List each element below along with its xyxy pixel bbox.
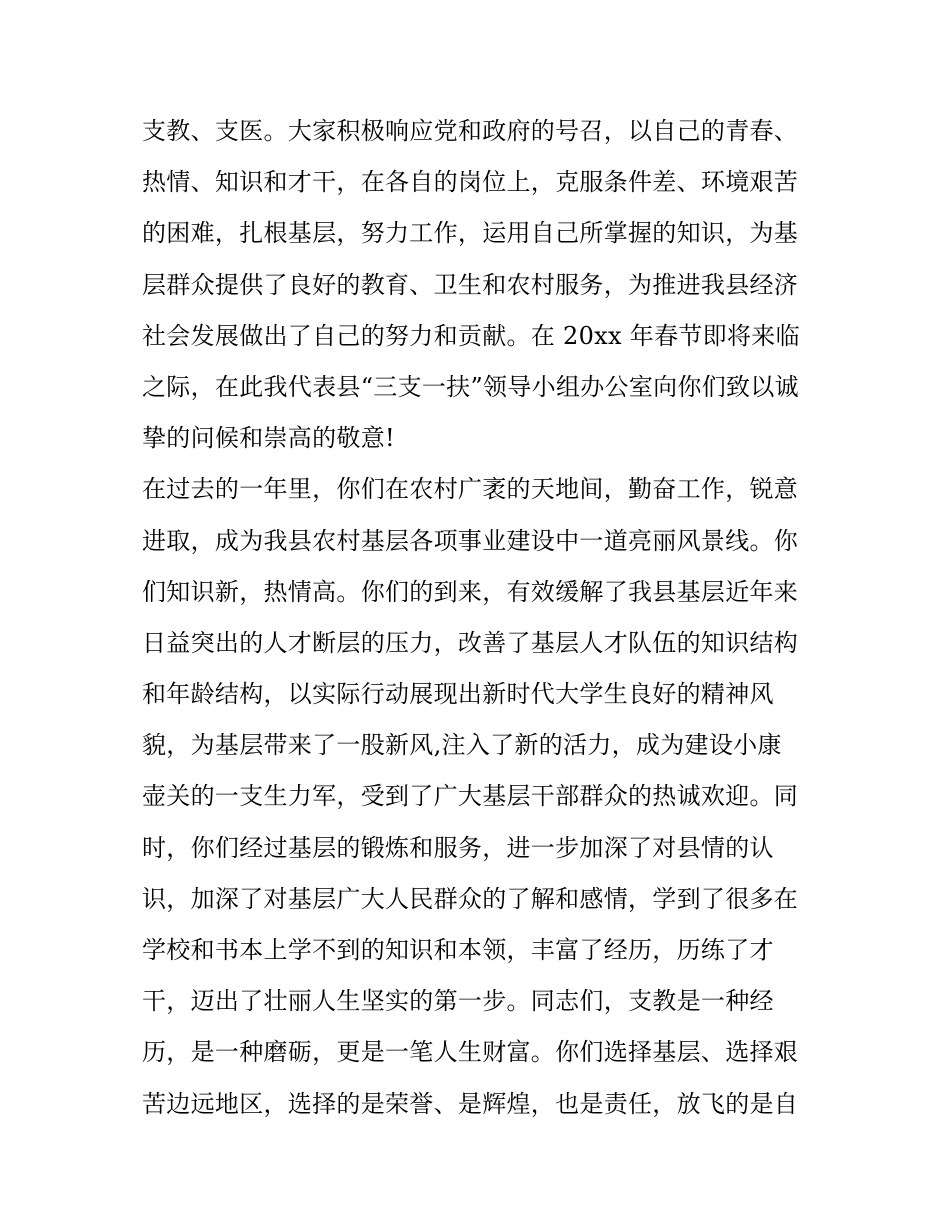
text-line: 支教、支医。大家积极响应党和政府的号召，以自己的青春、 (142, 117, 799, 145)
text-line: 和年龄结构，以实际行动展现出新时代大学生良好的精神风 (142, 680, 774, 709)
text-line: 壶关的一支生力军，受到了广大基层干部群众的热诚欢迎。同 (142, 782, 799, 811)
text-line: 层群众提供了良好的教育、卫生和农村服务，为推进我县经济 (142, 270, 799, 299)
text-line: 识，加深了对基层广大人民群众的了解和感情，学到了很多在 (142, 884, 799, 913)
text-line: 苦边远地区，选择的是荣誉、是辉煌，也是责任，放飞的是自 (142, 1089, 799, 1118)
text-line: 貌，为基层带来了一股新风,注入了新的活力，成为建设小康 (142, 731, 782, 760)
text-line: 的困难，扎根基层，努力工作，运用自己所掌握的知识，为基 (142, 219, 799, 248)
text-line: 热情、知识和才干，在各自的岗位上，克服条件差、环境艰苦 (142, 168, 799, 197)
text-line: 社会发展做出了自己的努力和贡献。在 20xx 年春节即将来临 (142, 321, 800, 350)
text-line: 们知识新，热情高。你们的到来，有效缓解了我县基层近年来 (142, 577, 799, 606)
body-text (142, 106, 822, 1130)
text-line: 学校和书本上学不到的知识和本领，丰富了经历，历练了才 (142, 936, 774, 964)
text-line: 历，是一种磨砺，更是一笔人生财富。你们选择基层、选择艰 (142, 1038, 799, 1067)
text-line: 进取，成为我县农村基层各项事业建设中一道亮丽风景线。你 (142, 526, 799, 555)
text-line: 之际，在此我代表县“三支一扶”领导小组办公室向你们致以诚 (142, 372, 799, 401)
text-line: 挚的问候和崇高的敬意! (142, 424, 395, 453)
text-line: 日益突出的人才断层的压力，改善了基层人才队伍的知识结构 (142, 628, 799, 657)
text-line: 干，迈出了壮丽人生坚实的第一步。同志们，支教是一种经 (142, 987, 774, 1016)
text-line: 在过去的一年里，你们在农村广袤的天地间，勤奋工作，锐意 (142, 475, 799, 504)
text-line: 时，你们经过基层的锻炼和服务，进一步加深了对县情的认 (142, 833, 774, 862)
